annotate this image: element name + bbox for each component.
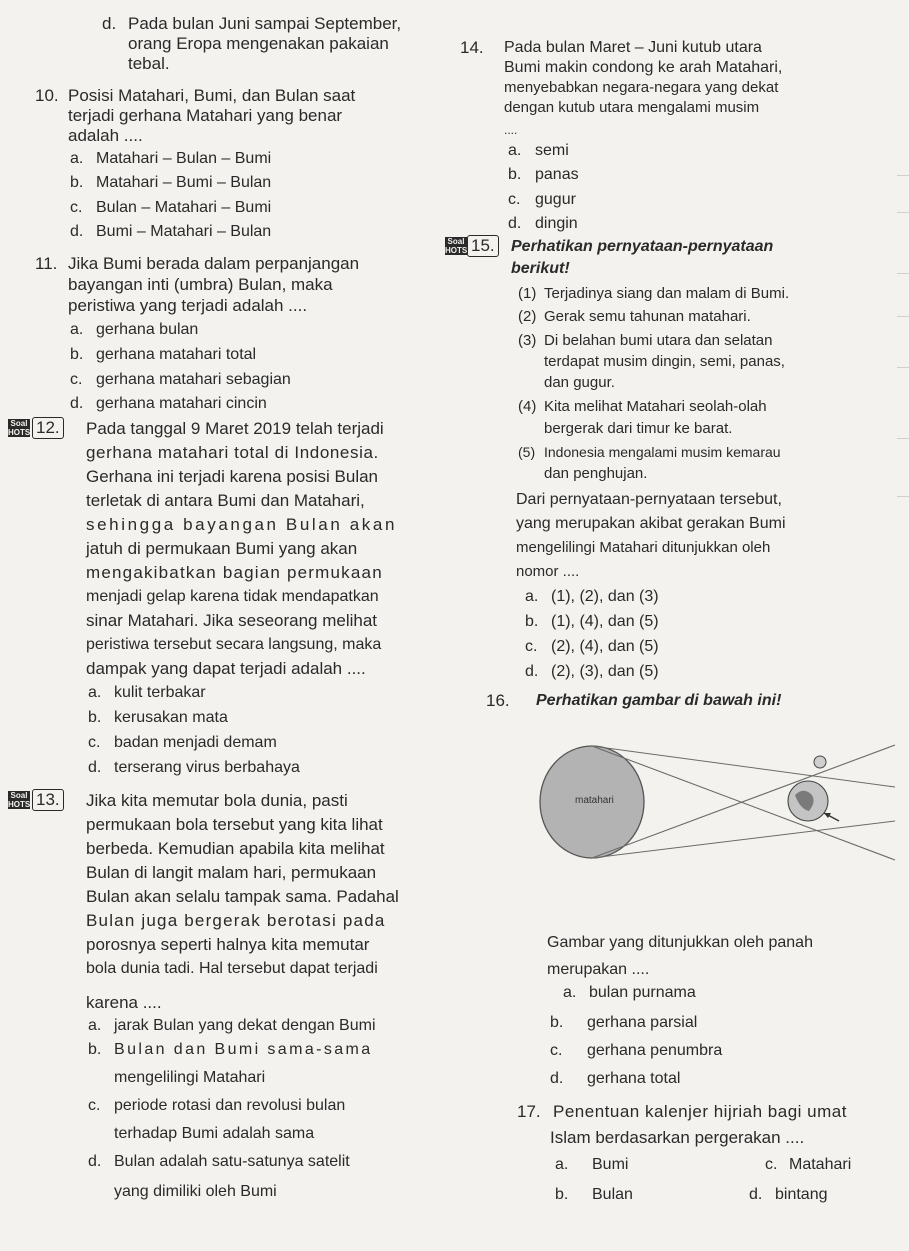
- q15-option-letter: a.: [525, 588, 539, 605]
- margin-rule: [897, 212, 909, 213]
- q14-number: 14.: [460, 38, 484, 57]
- q15-statement: Indonesia mengalami musim kemarau: [544, 444, 781, 460]
- q12-line: sehingga bayangan Bulan akan: [86, 515, 397, 534]
- q16-option-d[interactable]: gerhana total: [587, 1070, 681, 1087]
- q16-number: 16.: [486, 691, 510, 710]
- q12-line: jatuh di permukaan Bumi yang akan: [86, 539, 358, 558]
- hots-badge: Soal HOTS: [8, 791, 31, 809]
- q14-option-letter: b.: [508, 166, 522, 183]
- q14-option-a[interactable]: semi: [535, 142, 569, 159]
- q15-option-a[interactable]: (1), (2), dan (3): [551, 588, 659, 605]
- q14-line: menyebabkan negara-negara yang dekat: [504, 79, 779, 96]
- q15-question: nomor ....: [516, 563, 580, 580]
- q13-option-c-cont: terhadap Bumi adalah sama: [114, 1125, 315, 1142]
- q14-line: Bumi makin condong ke arah Matahari,: [504, 59, 783, 76]
- q13-option-c[interactable]: periode rotasi dan revolusi bulan: [114, 1097, 346, 1114]
- q12-option-b[interactable]: kerusakan mata: [114, 709, 228, 726]
- q13-option-d[interactable]: Bulan adalah satu-satunya satelit: [114, 1153, 350, 1170]
- q10-option-letter: c.: [70, 199, 83, 216]
- q13-line: permukaan bola tersebut yang kita lihat: [86, 815, 383, 834]
- q10-option-letter: d.: [70, 223, 84, 240]
- q17-option-a[interactable]: Bumi: [592, 1156, 629, 1173]
- q15-statement-number: (3): [518, 332, 537, 349]
- q12-option-c[interactable]: badan menjadi demam: [114, 734, 277, 751]
- q11-option-letter: c.: [70, 371, 83, 388]
- q12-line: sinar Matahari. Jika seseorang melihat: [86, 611, 378, 630]
- q12-number: 12.: [32, 417, 64, 439]
- q12-line: terletak di antara Bumi dan Matahari,: [86, 491, 365, 510]
- q17-option-letter: c.: [765, 1156, 778, 1173]
- q10-line: Posisi Matahari, Bumi, dan Bulan saat: [68, 86, 356, 105]
- q14-line: dengan kutub utara mengalami musim: [504, 99, 760, 116]
- q13-option-a[interactable]: jarak Bulan yang dekat dengan Bumi: [114, 1017, 376, 1034]
- q9d-line: Pada bulan Juni sampai September,: [128, 14, 402, 33]
- q17-option-d[interactable]: bintang: [775, 1186, 828, 1203]
- q13-option-b-cont: mengelilingi Matahari: [114, 1069, 266, 1086]
- q12-option-letter: c.: [88, 734, 101, 751]
- q17-option-letter: a.: [555, 1156, 569, 1173]
- q12-option-letter: d.: [88, 759, 102, 776]
- q15-option-c[interactable]: (2), (4), dan (5): [551, 638, 659, 655]
- q13-line: Bulan juga bergerak berotasi pada: [86, 911, 386, 930]
- margin-rule: [897, 496, 909, 497]
- margin-rule: [897, 273, 909, 274]
- q16-option-letter: a.: [563, 984, 577, 1001]
- q15-option-letter: b.: [525, 613, 539, 630]
- q16-option-letter: c.: [550, 1042, 563, 1059]
- q10-option-b[interactable]: Matahari – Bumi – Bulan: [96, 174, 272, 191]
- q12-line: dampak yang dapat terjadi adalah ....: [86, 659, 366, 678]
- q17-option-b[interactable]: Bulan: [592, 1186, 633, 1203]
- q16-question: Gambar yang ditunjukkan oleh panah: [547, 934, 813, 951]
- q13-option-b[interactable]: Bulan dan Bumi sama-sama: [114, 1041, 373, 1058]
- q10-line: terjadi gerhana Matahari yang benar: [68, 106, 343, 125]
- q17-line: Islam berdasarkan pergerakan ....: [550, 1128, 805, 1147]
- q11-option-a[interactable]: gerhana bulan: [96, 321, 199, 338]
- q11-option-letter: a.: [70, 321, 84, 338]
- q15-statement: Terjadinya siang dan malam di Bumi.: [544, 285, 790, 302]
- q15-question: mengelilingi Matahari ditunjukkan oleh: [516, 539, 771, 556]
- q15-option-letter: d.: [525, 663, 539, 680]
- q14-option-d[interactable]: dingin: [535, 215, 578, 232]
- q15-statement: Gerak semu tahunan matahari.: [544, 308, 751, 325]
- q16-option-letter: d.: [550, 1070, 564, 1087]
- q17-line: Penentuan kalenjer hijriah bagi umat: [553, 1102, 847, 1121]
- moon-shape: [814, 756, 826, 768]
- q11-option-c[interactable]: gerhana matahari sebagian: [96, 371, 291, 388]
- q10-number: 10.: [35, 86, 59, 105]
- q10-option-letter: a.: [70, 150, 84, 167]
- q10-option-c[interactable]: Bulan – Matahari – Bumi: [96, 199, 272, 216]
- q15-statement: Kita melihat Matahari seolah-olah: [544, 398, 767, 415]
- q9d-line: orang Eropa mengenakan pakaian: [128, 34, 389, 53]
- q13-line: Jika kita memutar bola dunia, pasti: [86, 791, 348, 810]
- q11-line: bayangan inti (umbra) Bulan, maka: [68, 275, 333, 294]
- q15-statement-number: (4): [518, 398, 537, 415]
- q13-line: Bulan akan selalu tampak sama. Padahal: [86, 887, 399, 906]
- q17-option-c[interactable]: Matahari: [789, 1156, 852, 1173]
- q10-option-letter: b.: [70, 174, 84, 191]
- q11-option-letter: d.: [70, 395, 84, 412]
- q14-option-b[interactable]: panas: [535, 166, 579, 183]
- q15-title: berikut!: [511, 260, 570, 277]
- q14-option-c[interactable]: gugur: [535, 191, 576, 208]
- q12-line: menjadi gelap karena tidak mendapatkan: [86, 588, 379, 605]
- q12-line: gerhana matahari total di Indonesia.: [86, 443, 379, 462]
- q15-option-b[interactable]: (1), (4), dan (5): [551, 613, 659, 630]
- q13-option-letter: d.: [88, 1153, 102, 1170]
- q15-statement-number: (1): [518, 285, 537, 302]
- q13-number: 13.: [32, 789, 64, 811]
- q11-option-b[interactable]: gerhana matahari total: [96, 346, 257, 363]
- margin-rule: [897, 438, 909, 439]
- q17-option-letter: d.: [749, 1186, 763, 1203]
- q14-option-letter: d.: [508, 215, 522, 232]
- q14-line: Pada bulan Maret – Juni kutub utara: [504, 39, 762, 56]
- eclipse-diagram: [455, 725, 909, 875]
- q12-line: peristiwa tersebut secara langsung, maka: [86, 636, 382, 653]
- q13-line: bola dunia tadi. Hal tersebut dapat terjadi: [86, 960, 378, 977]
- sun-label: matahari: [575, 795, 614, 806]
- q12-option-a[interactable]: kulit terbakar: [114, 684, 206, 701]
- q15-option-letter: c.: [525, 638, 538, 655]
- q15-statement-cont: dan penghujan.: [544, 465, 648, 482]
- q11-option-letter: b.: [70, 346, 84, 363]
- q16-option-a[interactable]: bulan purnama: [589, 984, 696, 1001]
- q15-statement-cont: dan gugur.: [544, 374, 615, 391]
- q10-line: adalah ....: [68, 126, 143, 145]
- q12-option-letter: a.: [88, 684, 102, 701]
- hots-badge: Soal HOTS: [8, 419, 31, 437]
- q13-option-d-cont: yang dimiliki oleh Bumi: [114, 1183, 277, 1200]
- q13-line: karena ....: [86, 993, 162, 1012]
- q16-option-b[interactable]: gerhana parsial: [587, 1014, 698, 1031]
- q15-question: Dari pernyataan-pernyataan tersebut,: [516, 491, 782, 508]
- q13-line: berbeda. Kemudian apabila kita melihat: [86, 839, 385, 858]
- q11-line: peristiwa yang terjadi adalah ....: [68, 296, 308, 315]
- q15-statement-cont: bergerak dari timur ke barat.: [544, 420, 733, 437]
- q15-statement: Di belahan bumi utara dan selatan: [544, 332, 773, 349]
- q12-option-letter: b.: [88, 709, 102, 726]
- q13-option-letter: c.: [88, 1097, 101, 1114]
- q15-statement-cont: terdapat musim dingin, semi, panas,: [544, 353, 785, 370]
- q9d-letter: d.: [102, 14, 117, 33]
- q10-option-d[interactable]: Bumi – Matahari – Bulan: [96, 223, 272, 240]
- q14-line: ....: [504, 123, 518, 137]
- q11-option-d[interactable]: gerhana matahari cincin: [96, 395, 267, 412]
- q11-line: Jika Bumi berada dalam perpanjangan: [68, 254, 360, 273]
- q12-line: mengakibatkan bagian permukaan: [86, 563, 383, 582]
- q9d-line: tebal.: [128, 54, 170, 73]
- q15-question: yang merupakan akibat gerakan Bumi: [516, 515, 786, 532]
- q11-number: 11.: [35, 254, 58, 273]
- q15-statement-number: (5): [518, 444, 536, 460]
- q13-line: Bulan di langit malam hari, permukaan: [86, 863, 377, 882]
- q13-line: porosnya seperti halnya kita memutar: [86, 935, 370, 954]
- q17-number: 17.: [517, 1102, 541, 1121]
- q14-option-letter: c.: [508, 191, 521, 208]
- q14-option-letter: a.: [508, 142, 522, 159]
- margin-rule: [897, 316, 909, 317]
- q13-option-letter: b.: [88, 1041, 102, 1058]
- margin-rule: [897, 367, 909, 368]
- q15-statement-number: (2): [518, 308, 537, 325]
- hots-badge: Soal HOTS: [445, 237, 468, 255]
- q10-option-a[interactable]: Matahari – Bulan – Bumi: [96, 150, 272, 167]
- q16-option-letter: b.: [550, 1014, 564, 1031]
- margin-rule: [897, 175, 909, 176]
- q17-option-letter: b.: [555, 1186, 569, 1203]
- q15-option-d[interactable]: (2), (3), dan (5): [551, 663, 659, 680]
- q15-number: 15.: [467, 235, 499, 257]
- q15-title: Perhatikan pernyataan-pernyataan: [511, 238, 774, 255]
- q16-title: Perhatikan gambar di bawah ini!: [536, 692, 782, 709]
- q13-option-letter: a.: [88, 1017, 102, 1034]
- q12-line: Pada tanggal 9 Maret 2019 telah terjadi: [86, 419, 384, 438]
- q16-question: merupakan ....: [547, 961, 650, 978]
- q12-line: Gerhana ini terjadi karena posisi Bulan: [86, 467, 379, 486]
- q12-option-d[interactable]: terserang virus berbahaya: [114, 759, 300, 776]
- q16-option-c[interactable]: gerhana penumbra: [587, 1042, 723, 1059]
